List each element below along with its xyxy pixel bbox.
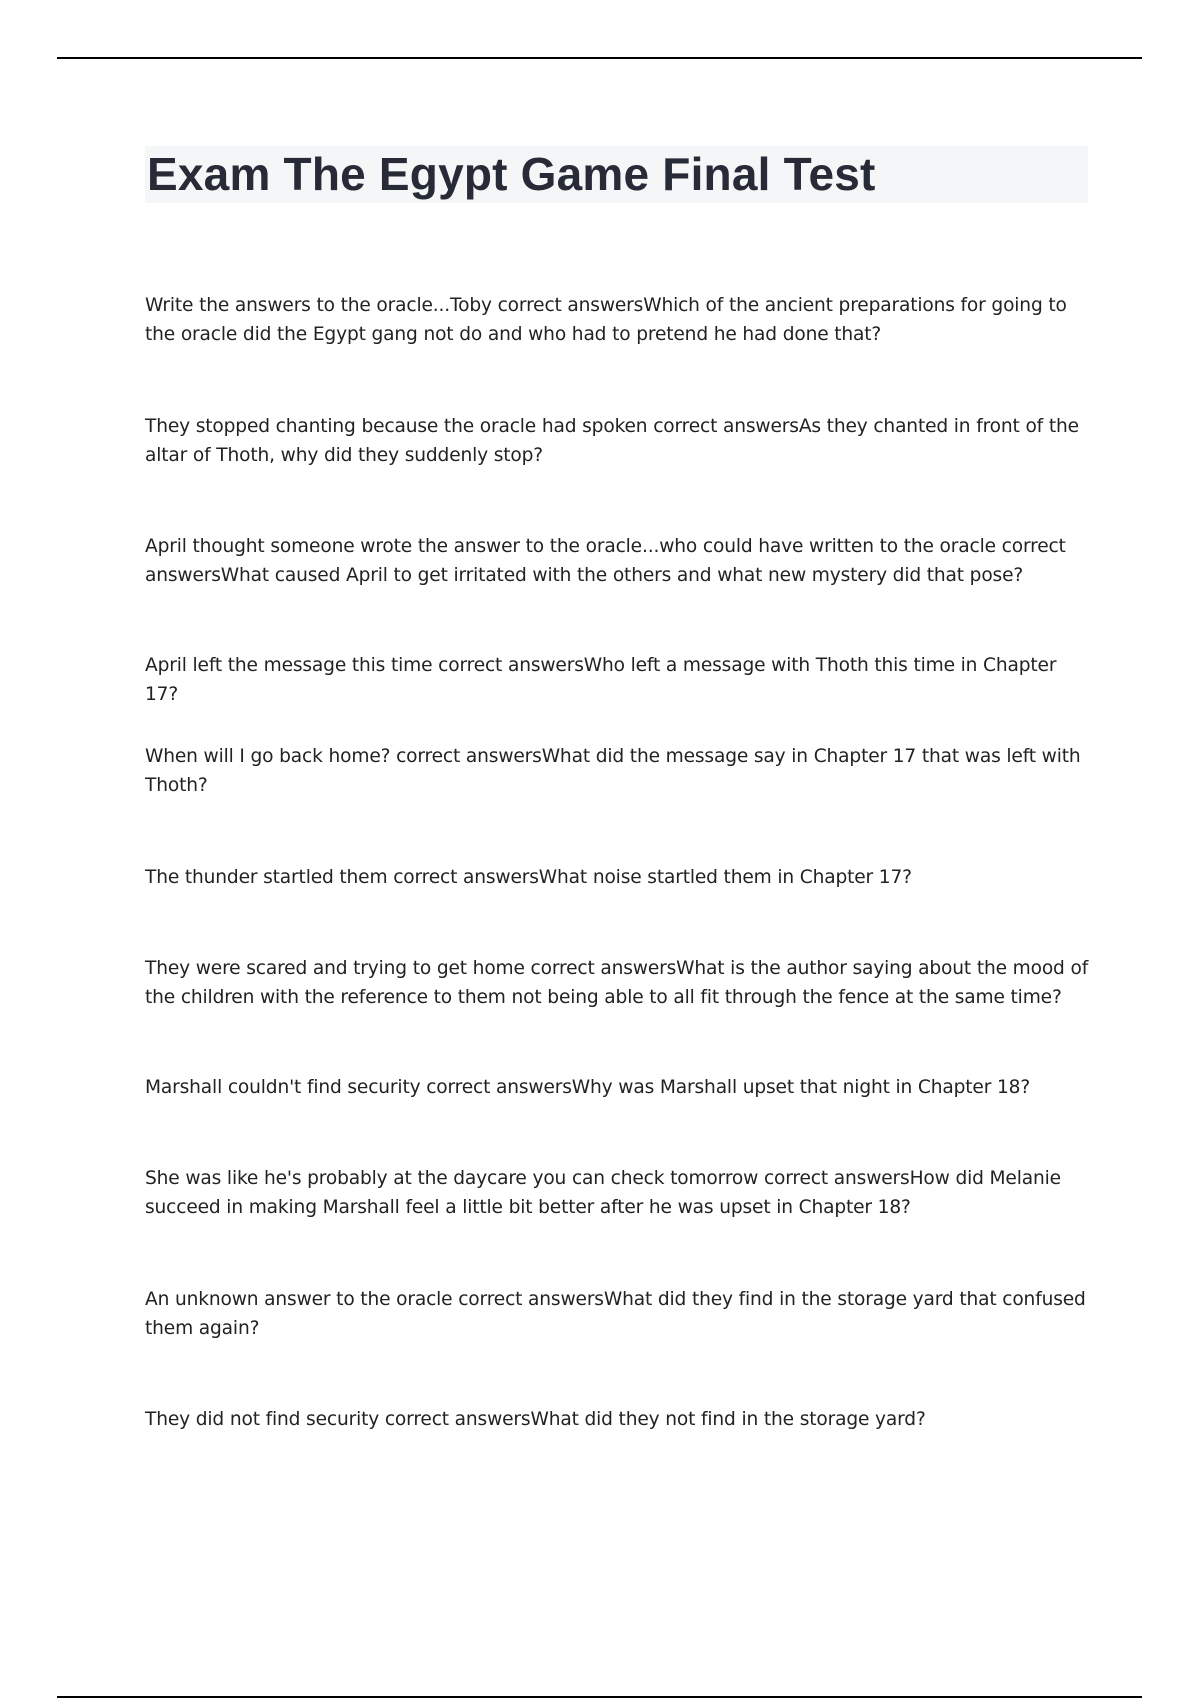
qa-entry-3: April thought someone wrote the answer to the oracle...who could have written to the oracle correct answersWhat caused April to get irritated with the others and what new mystery did that pose? <box>145 536 1066 586</box>
qa-entry-9: She was like he's probably at the daycare you can check tomorrow correct answersHow did Melanie succeed in making Marshall feel a little bit better after he was upset in Chapter 18? <box>145 1168 1061 1218</box>
qa-entry-1: Write the answers to the oracle...Toby correct answersWhich of the ancient preparations for going to the oracle did the Egypt gang not do and who had to pretend he had done that? <box>145 295 1067 345</box>
document-title: Exam The Egypt Game Final Test <box>147 148 876 200</box>
top-divider <box>57 57 1142 59</box>
qa-entry-11: They did not find security correct answersWhat did they not find in the storage yard? <box>145 1409 926 1430</box>
title-banner <box>145 146 1088 203</box>
qa-entry-5: When will I go back home? correct answersWhat did the message say in Chapter 17 that was left with Thoth? <box>145 746 1081 796</box>
qa-entry-8: Marshall couldn't find security correct answersWhy was Marshall upset that night in Chapter 18? <box>145 1077 1031 1098</box>
qa-entry-2: They stopped chanting because the oracle had spoken correct answersAs they chanted in front of the altar of Thoth, why did they suddenly stop? <box>145 416 1079 466</box>
qa-entry-6: The thunder startled them correct answersWhat noise startled them in Chapter 17? <box>145 867 912 888</box>
qa-entry-4: April left the message this time correct answersWho left a message with Thoth this time in Chapter 17? <box>145 655 1057 705</box>
qa-entry-10: An unknown answer to the oracle correct answersWhat did they find in the storage yard that confused them again? <box>145 1289 1086 1339</box>
qa-entry-7: They were scared and trying to get home correct answersWhat is the author saying about the mood of the children with the reference to them not being able to all fit through the fence at the same time? <box>145 958 1089 1008</box>
bottom-divider <box>57 1696 1142 1698</box>
